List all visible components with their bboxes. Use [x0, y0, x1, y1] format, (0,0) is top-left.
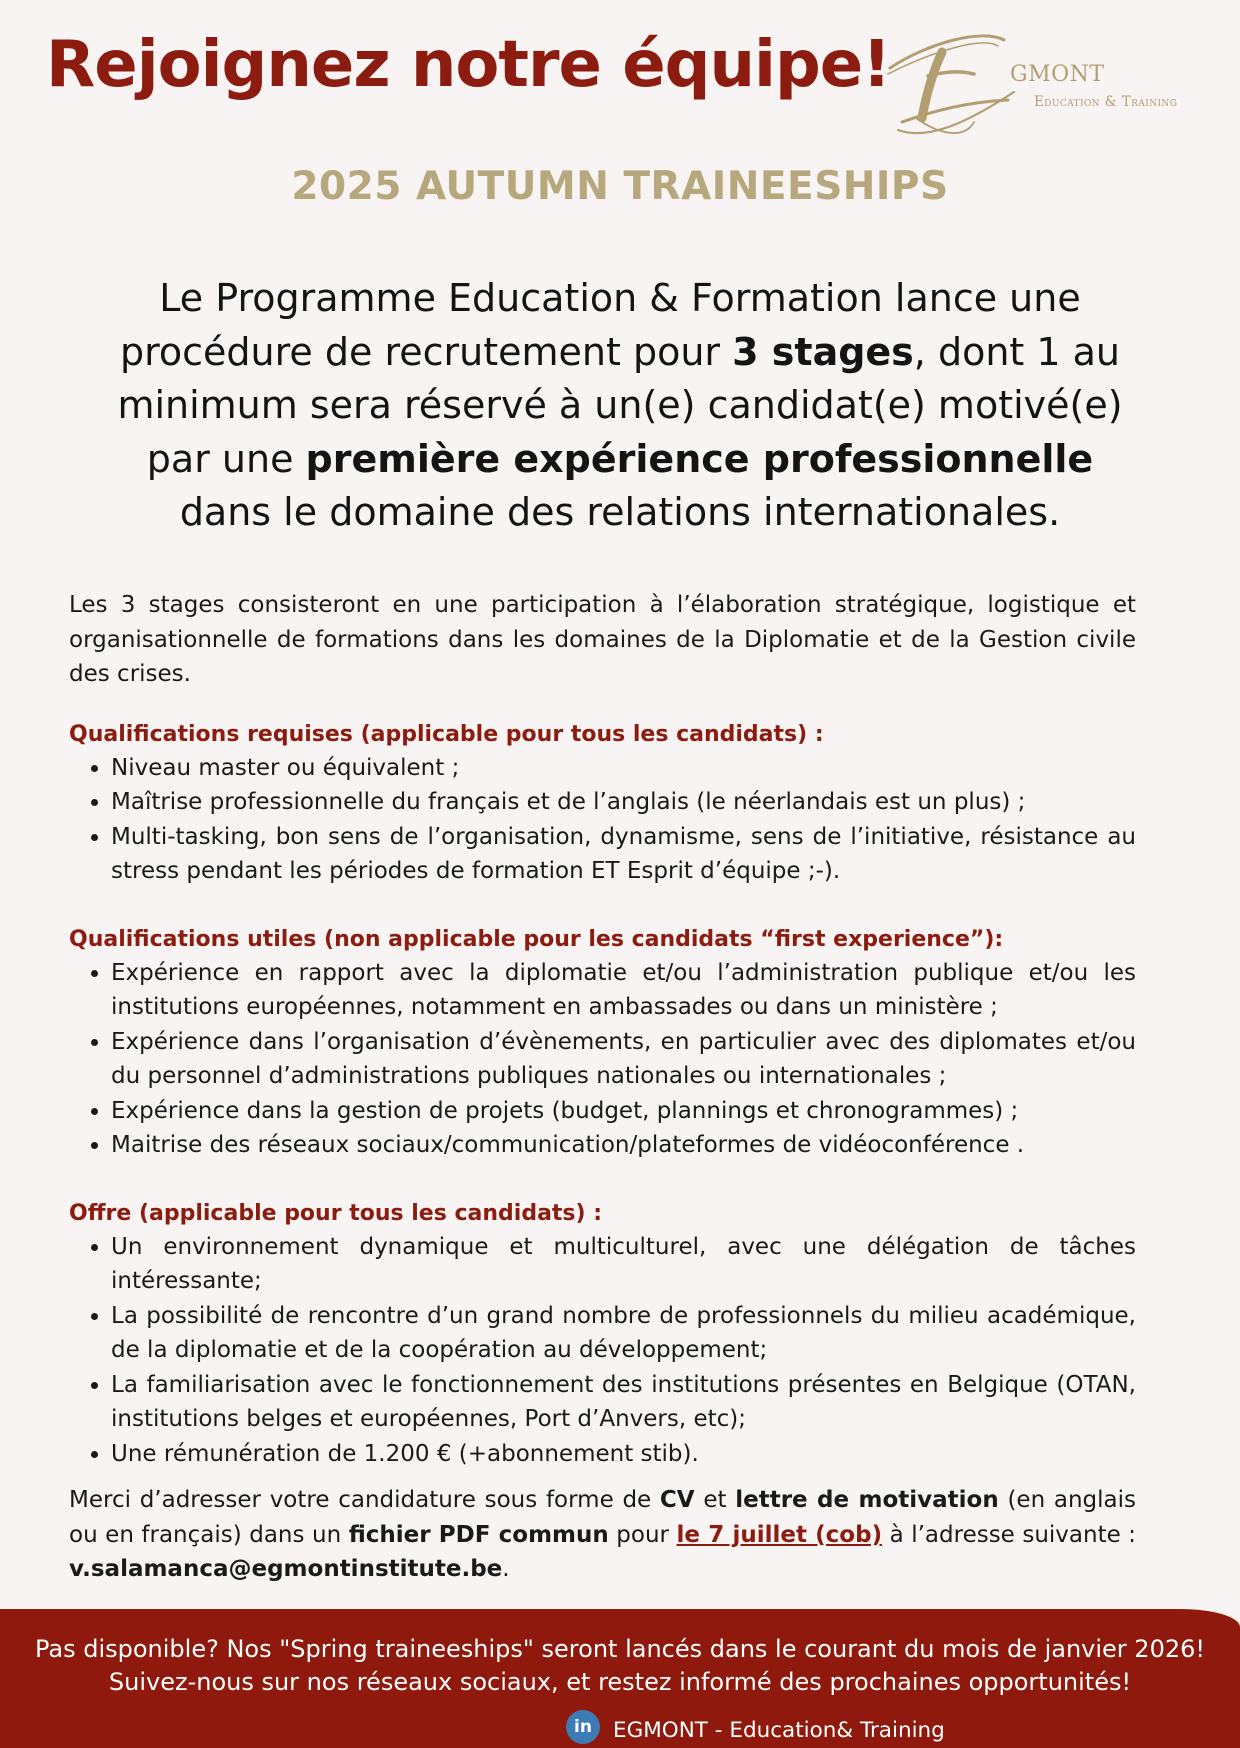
- intro-statement: [100, 272, 1140, 540]
- list-item: • Maîtrise professionnelle du français et de l’anglais (le néerlandais est un plus) ;: [111, 785, 1136, 820]
- list-item: • Maitrise des réseaux sociaux/communication/plateformes de vidéoconférence .: [111, 1128, 1136, 1163]
- list-item: • La possibilité de rencontre d’un grand nombre de professionnels du milieu académique, de la diplomatie et de la coopération au développement;: [111, 1299, 1136, 1368]
- list-item: • Un environnement dynamique et multiculturel, avec une délégation de tâches intéressante;: [111, 1230, 1136, 1299]
- logo-brand: GMONT: [1010, 62, 1105, 87]
- motivation-letter-label: lettre de motivation: [735, 1487, 999, 1513]
- logo-tagline: Education & Training: [1034, 94, 1178, 110]
- required-qualifications-list: [69, 751, 1136, 889]
- intro-highlight-experience: première expérience professionnelle: [305, 436, 1094, 481]
- cv-label: CV: [659, 1487, 695, 1513]
- section-title: Qualifications utiles (non applicable pour les candidats “first experience”):: [69, 926, 1004, 952]
- egmont-e-mark-icon: [886, 22, 1036, 152]
- section-required-qualifications: [69, 718, 1136, 889]
- section-title: Qualifications requises (applicable pour tous les candidats) :: [69, 721, 824, 747]
- footer-text: Pas disponible? Nos "Spring traineeships" seront lancés dans le courant du mois de janvier 2026! Suivez-nous sur nos réseaux sociaux, et restez informé des prochaines opportunités!: [34, 1635, 1205, 1696]
- list-item: • Expérience dans la gestion de projets (budget, plannings et chronogrammes) ;: [111, 1094, 1136, 1129]
- list-item: • La familiarisation avec le fonctionnement des institutions présentes en Belgique (OTAN, institutions belges et européennes, Port d’Anvers, etc);: [111, 1368, 1136, 1437]
- section-title: Offre (applicable pour tous les candidats) :: [69, 1200, 603, 1226]
- list-item: • Multi-tasking, bon sens de l’organisation, dynamisme, sens de l’initiative, résistance au stress pendant les périodes de formation ET Esprit d’équipe ;-).: [111, 820, 1136, 889]
- useful-qualifications-list: [69, 956, 1136, 1163]
- page-title: Rejoignez notre équipe!: [46, 28, 891, 102]
- intro-text-1: Le Programme Education & Formation lance une procédure de recrutement pour: [119, 276, 1081, 374]
- contact-email[interactable]: v.salamanca@egmontinstitute.be: [69, 1556, 503, 1582]
- intro-text-2: , dont 1 au minimum sera réservé à un(e) candidat(e) motivé(e) par une: [117, 329, 1123, 481]
- intro-text-3: dans le domaine des relations internationales.: [179, 490, 1061, 534]
- linkedin-icon[interactable]: in: [566, 1710, 600, 1744]
- main-content: [69, 588, 1136, 1587]
- social-handle[interactable]: EGMONT - Education& Training: [613, 1718, 945, 1743]
- section-offer: [69, 1197, 1136, 1472]
- deadline-link[interactable]: le 7 juillet (cob): [676, 1521, 883, 1548]
- footer-banner: [0, 1609, 1240, 1748]
- egmont-logo: [886, 22, 1226, 152]
- description: Les 3 stages consisteront en une participation à l’élaboration stratégique, logistique et organisationnelle de formations dans les domaines de la Diplomatie et de la Gestion civile des crises.: [69, 592, 1136, 687]
- list-item: • Expérience en rapport avec la diplomatie et/ou l’administration publique et/ou les institutions européennes, notamment en ambassades ou dans un ministère ;: [111, 956, 1136, 1025]
- pdf-file-label: fichier PDF commun: [348, 1521, 609, 1548]
- list-item: • Niveau master ou équivalent ;: [111, 751, 1136, 786]
- section-useful-qualifications: [69, 923, 1136, 1163]
- page-subtitle: 2025 AUTUMN TRAINEESHIPS: [291, 164, 949, 209]
- offer-list: [69, 1230, 1136, 1472]
- application-instructions: Merci d’adresser votre candidature sous forme de CV et lettre de motivation (en anglais ou en français) dans un fichier PDF commun pour le 7 juillet (cob) à l’adresse suivante : v.salamanca@egmontinstitute.be.: [69, 1487, 1137, 1582]
- list-item: • Expérience dans l’organisation d’évènements, en particulier avec des diplomates et/ou du personnel d’administrations publiques nationales ou internationales ;: [111, 1025, 1136, 1094]
- list-item: • Une rémunération de 1.200 € (+abonnement stib).: [111, 1437, 1136, 1472]
- intro-highlight-stages: 3 stages: [732, 329, 914, 374]
